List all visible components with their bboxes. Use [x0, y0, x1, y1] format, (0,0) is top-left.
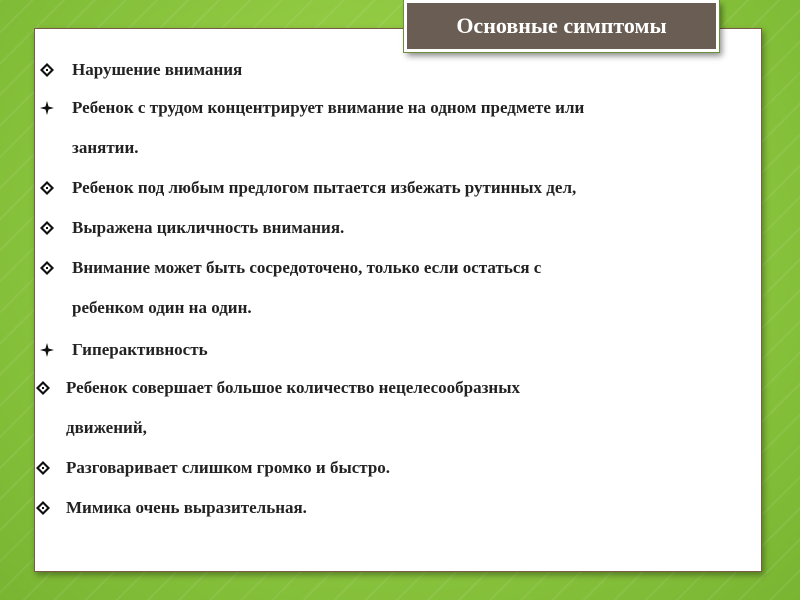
- list-item-text: Гиперактивность: [72, 340, 208, 359]
- diamond-ornament-icon: [40, 63, 54, 77]
- diamond-ornament-icon: [36, 501, 50, 515]
- list-item-text: Ребенок под любым предлогом пытается избежать рутинных дел,: [72, 178, 577, 197]
- star-ornament-icon: [40, 101, 54, 115]
- diamond-ornament-icon: [40, 181, 54, 195]
- slide-title: Основные симптомы: [404, 0, 719, 52]
- list-item-text: занятии.: [72, 138, 139, 157]
- list-item-text: Ребенок с трудом концентрирует внимание на одном предмете или: [72, 98, 585, 117]
- diamond-ornament-icon: [36, 381, 50, 395]
- list-item-text: Выражена цикличность внимания.: [72, 218, 345, 237]
- list-item-text: Мимика очень выразительная.: [66, 498, 307, 517]
- list-item-text: Внимание может быть сосредоточено, только если остаться с: [72, 258, 542, 277]
- list-item-text: Нарушение внимания: [72, 60, 243, 79]
- list-item-text: ребенком один на один.: [72, 298, 252, 317]
- list-item-text: Разговаривает слишком громко и быстро.: [66, 458, 391, 477]
- diamond-ornament-icon: [36, 461, 50, 475]
- diamond-ornament-icon: [40, 221, 54, 235]
- list-item-text: Ребенок совершает большое количество нецелесообразных: [66, 378, 520, 397]
- diamond-ornament-icon: [40, 261, 54, 275]
- star-ornament-icon: [40, 343, 54, 357]
- list-item-text: движений,: [66, 418, 147, 437]
